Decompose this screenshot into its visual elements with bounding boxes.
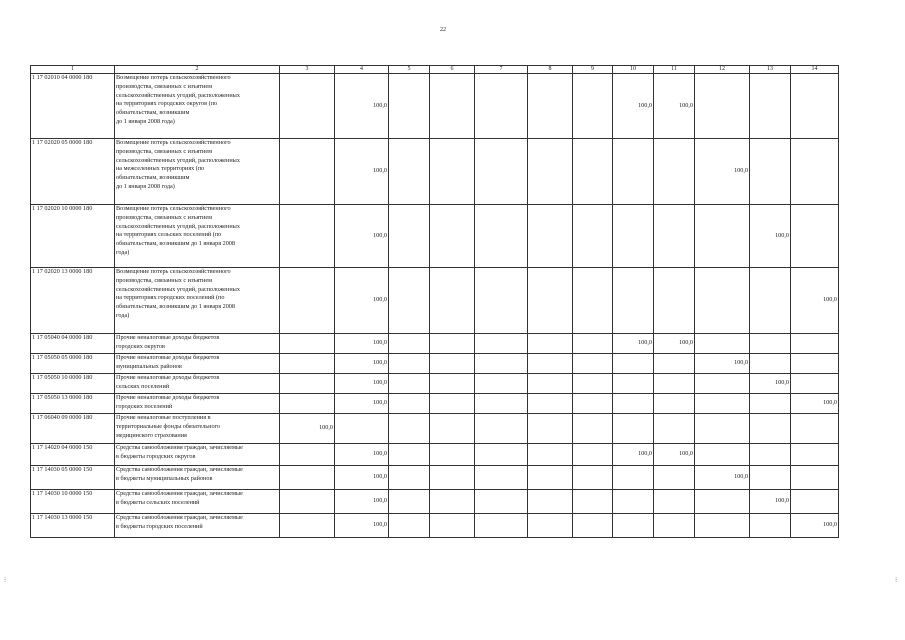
value-cell-col-10: [613, 394, 654, 414]
value-cell-col-3: [280, 139, 335, 205]
value-cell-col-11: [654, 490, 695, 514]
value-cell-col-9: [573, 268, 613, 334]
column-header-2: 2: [115, 66, 280, 74]
revenue-description-cell: Средства самообложения граждан, зачисляемые в бюджеты городских округов: [115, 444, 280, 466]
value-cell-col-9: [573, 414, 613, 444]
column-header-11: 11: [654, 66, 695, 74]
value-cell-col-13: 100,0: [750, 205, 791, 268]
value-cell-col-11: [654, 466, 695, 490]
value-cell-col-7: [475, 268, 528, 334]
revenue-code-cell: 1 17 02010 04 0000 180: [31, 74, 115, 139]
value-cell-col-4: 100,0: [335, 139, 389, 205]
value-cell-col-8: [528, 334, 573, 354]
revenue-description-cell: Средства самообложения граждан, зачисляемые в бюджеты сельских поселений: [115, 490, 280, 514]
value-cell-col-3: [280, 444, 335, 466]
value-cell-col-8: [528, 394, 573, 414]
table-header: [31, 66, 839, 74]
value-cell-col-5: [389, 444, 430, 466]
revenue-description-cell: Возмещение потерь сельскохозяйственного производства, связанных с изъятием сельскохозяйственных угодий, расположенных на территориях сельских поселений (по обязательствам, возникшим до 1 января 2008 года): [115, 205, 280, 268]
value-cell-col-14: [791, 334, 839, 354]
table-row: [31, 490, 839, 514]
value-cell-col-6: [430, 74, 475, 139]
value-cell-col-6: [430, 205, 475, 268]
value-cell-col-8: [528, 514, 573, 538]
value-cell-col-9: [573, 444, 613, 466]
value-cell-col-14: [791, 139, 839, 205]
revenue-description-cell: Прочие неналоговые доходы бюджетов сельских поселений: [115, 374, 280, 394]
value-cell-col-13: [750, 444, 791, 466]
table-row: [31, 466, 839, 490]
value-cell-col-12: [695, 490, 750, 514]
table-row: [31, 205, 839, 268]
value-cell-col-13: [750, 466, 791, 490]
value-cell-col-13: [750, 268, 791, 334]
value-cell-col-6: [430, 414, 475, 444]
value-cell-col-12: 100,0: [695, 466, 750, 490]
value-cell-col-3: [280, 490, 335, 514]
value-cell-col-4: 100,0: [335, 394, 389, 414]
table-row: [31, 394, 839, 414]
value-cell-col-14: [791, 490, 839, 514]
value-cell-col-7: [475, 205, 528, 268]
value-cell-col-10: [613, 414, 654, 444]
value-cell-col-10: [613, 514, 654, 538]
value-cell-col-3: [280, 205, 335, 268]
value-cell-col-6: [430, 268, 475, 334]
value-cell-col-5: [389, 74, 430, 139]
value-cell-col-6: [430, 334, 475, 354]
page-number: 22: [440, 27, 446, 33]
value-cell-col-10: [613, 268, 654, 334]
value-cell-col-13: [750, 334, 791, 354]
value-cell-col-6: [430, 444, 475, 466]
value-cell-col-11: [654, 394, 695, 414]
revenue-code-cell: 1 17 02020 13 0000 180: [31, 268, 115, 334]
revenue-code-cell: 1 17 14030 10 0000 150: [31, 490, 115, 514]
table-body: [31, 74, 839, 538]
value-cell-col-8: [528, 354, 573, 374]
table-row: [31, 268, 839, 334]
value-cell-col-14: [791, 414, 839, 444]
value-cell-col-13: [750, 74, 791, 139]
value-cell-col-14: [791, 354, 839, 374]
column-header-4: 4: [335, 66, 389, 74]
revenue-code-cell: 1 17 05050 05 0000 180: [31, 354, 115, 374]
revenue-code-cell: 1 17 14020 04 0000 150: [31, 444, 115, 466]
value-cell-col-6: [430, 139, 475, 205]
revenue-description-cell: Прочие неналоговые доходы бюджетов муниципальных районов: [115, 354, 280, 374]
revenue-description-cell: Прочие неналоговые доходы бюджетов городских округов: [115, 334, 280, 354]
column-header-1: 1: [31, 66, 115, 74]
value-cell-col-3: 100,0: [280, 414, 335, 444]
value-cell-col-7: [475, 414, 528, 444]
value-cell-col-13: 100,0: [750, 490, 791, 514]
value-cell-col-8: [528, 268, 573, 334]
value-cell-col-4: 100,0: [335, 466, 389, 490]
value-cell-col-6: [430, 374, 475, 394]
revenue-description-cell: Возмещение потерь сельскохозяйственного производства, связанных с изъятием сельскохозяйственных угодий, расположенных на территориях городских округов (по обязательствам, возникшим до 1 января 2008 года): [115, 74, 280, 139]
value-cell-col-9: [573, 74, 613, 139]
value-cell-col-7: [475, 354, 528, 374]
revenue-code-cell: 1 17 02020 05 0000 180: [31, 139, 115, 205]
value-cell-col-6: [430, 490, 475, 514]
revenue-description-cell: Средства самообложения граждан, зачисляемые в бюджеты городских поселений: [115, 514, 280, 538]
value-cell-col-10: 100,0: [613, 334, 654, 354]
value-cell-col-7: [475, 444, 528, 466]
value-cell-col-9: [573, 466, 613, 490]
value-cell-col-10: [613, 374, 654, 394]
value-cell-col-13: [750, 514, 791, 538]
value-cell-col-4: [335, 414, 389, 444]
value-cell-col-3: [280, 354, 335, 374]
revenue-description-cell: Прочие неналоговые поступления в территориальные фонды обязательного медицинского страхования: [115, 414, 280, 444]
value-cell-col-9: [573, 139, 613, 205]
revenue-description-cell: Прочие неналоговые доходы бюджетов городских поселений: [115, 394, 280, 414]
table-row: [31, 139, 839, 205]
value-cell-col-8: [528, 374, 573, 394]
value-cell-col-10: [613, 205, 654, 268]
value-cell-col-3: [280, 334, 335, 354]
value-cell-col-3: [280, 268, 335, 334]
value-cell-col-3: [280, 466, 335, 490]
value-cell-col-9: [573, 354, 613, 374]
value-cell-col-10: [613, 139, 654, 205]
value-cell-col-5: [389, 394, 430, 414]
value-cell-col-11: 100,0: [654, 444, 695, 466]
value-cell-col-14: [791, 466, 839, 490]
value-cell-col-11: 100,0: [654, 74, 695, 139]
column-header-14: 14: [791, 66, 839, 74]
value-cell-col-10: [613, 466, 654, 490]
table-row: [31, 334, 839, 354]
value-cell-col-8: [528, 205, 573, 268]
value-cell-col-10: 100,0: [613, 74, 654, 139]
value-cell-col-12: [695, 414, 750, 444]
value-cell-col-12: [695, 514, 750, 538]
value-cell-col-8: [528, 466, 573, 490]
value-cell-col-7: [475, 74, 528, 139]
value-cell-col-7: [475, 394, 528, 414]
column-header-13: 13: [750, 66, 791, 74]
value-cell-col-8: [528, 490, 573, 514]
value-cell-col-7: [475, 374, 528, 394]
value-cell-col-13: [750, 354, 791, 374]
value-cell-col-14: [791, 74, 839, 139]
value-cell-col-3: [280, 374, 335, 394]
value-cell-col-12: [695, 444, 750, 466]
value-cell-col-12: 100,0: [695, 139, 750, 205]
column-header-7: 7: [475, 66, 528, 74]
column-header-5: 5: [389, 66, 430, 74]
value-cell-col-5: [389, 334, 430, 354]
value-cell-col-11: [654, 514, 695, 538]
value-cell-col-8: [528, 414, 573, 444]
value-cell-col-4: 100,0: [335, 74, 389, 139]
column-header-6: 6: [430, 66, 475, 74]
revenue-code-cell: 1 17 05050 13 0000 180: [31, 394, 115, 414]
value-cell-col-9: [573, 394, 613, 414]
value-cell-col-10: [613, 354, 654, 374]
value-cell-col-4: 100,0: [335, 490, 389, 514]
revenue-code-cell: 1 17 14030 13 0000 150: [31, 514, 115, 538]
table-row: [31, 444, 839, 466]
revenue-code-cell: 1 17 06040 09 0000 180: [31, 414, 115, 444]
value-cell-col-10: 100,0: [613, 444, 654, 466]
value-cell-col-13: [750, 414, 791, 444]
value-cell-col-4: 100,0: [335, 354, 389, 374]
value-cell-col-7: [475, 490, 528, 514]
value-cell-col-14: 100,0: [791, 514, 839, 538]
value-cell-col-5: [389, 354, 430, 374]
value-cell-col-5: [389, 268, 430, 334]
value-cell-col-9: [573, 374, 613, 394]
value-cell-col-4: 100,0: [335, 268, 389, 334]
revenue-code-cell: 1 17 14030 05 0000 150: [31, 466, 115, 490]
value-cell-col-7: [475, 514, 528, 538]
scan-mark-right: ⁝: [895, 576, 898, 584]
value-cell-col-6: [430, 394, 475, 414]
value-cell-col-5: [389, 139, 430, 205]
table-row: [31, 414, 839, 444]
value-cell-col-11: [654, 374, 695, 394]
value-cell-col-14: [791, 205, 839, 268]
value-cell-col-5: [389, 205, 430, 268]
value-cell-col-6: [430, 514, 475, 538]
value-cell-col-4: 100,0: [335, 374, 389, 394]
column-header-9: 9: [573, 66, 613, 74]
revenue-code-cell: 1 17 05050 10 0000 180: [31, 374, 115, 394]
revenue-description-cell: Средства самообложения граждан, зачисляемые в бюджеты муниципальных районов: [115, 466, 280, 490]
table-row: [31, 374, 839, 394]
value-cell-col-12: [695, 334, 750, 354]
value-cell-col-11: [654, 139, 695, 205]
value-cell-col-14: [791, 444, 839, 466]
value-cell-col-14: [791, 374, 839, 394]
table-row: [31, 74, 839, 139]
column-header-3: 3: [280, 66, 335, 74]
value-cell-col-4: 100,0: [335, 205, 389, 268]
value-cell-col-9: [573, 490, 613, 514]
value-cell-col-12: [695, 205, 750, 268]
value-cell-col-14: 100,0: [791, 394, 839, 414]
revenue-description-cell: Возмещение потерь сельскохозяйственного производства, связанных с изъятием сельскохозяйственных угодий, расположенных на территориях городских поселений (по обязательствам, возникшим до 1 января 2008 года): [115, 268, 280, 334]
value-cell-col-11: [654, 414, 695, 444]
value-cell-col-12: [695, 268, 750, 334]
value-cell-col-12: 100,0: [695, 354, 750, 374]
value-cell-col-4: 100,0: [335, 514, 389, 538]
value-cell-col-12: [695, 374, 750, 394]
revenue-code-cell: 1 17 05040 04 0000 180: [31, 334, 115, 354]
value-cell-col-12: [695, 74, 750, 139]
column-header-10: 10: [613, 66, 654, 74]
value-cell-col-13: 100,0: [750, 374, 791, 394]
value-cell-col-11: 100,0: [654, 334, 695, 354]
budget-table: [30, 65, 839, 538]
value-cell-col-5: [389, 490, 430, 514]
value-cell-col-12: [695, 394, 750, 414]
value-cell-col-13: [750, 394, 791, 414]
column-header-8: 8: [528, 66, 573, 74]
value-cell-col-11: [654, 354, 695, 374]
value-cell-col-4: 100,0: [335, 334, 389, 354]
value-cell-col-6: [430, 354, 475, 374]
value-cell-col-7: [475, 139, 528, 205]
value-cell-col-6: [430, 466, 475, 490]
value-cell-col-13: [750, 139, 791, 205]
scan-mark-left: ⁝: [4, 576, 7, 584]
value-cell-col-5: [389, 414, 430, 444]
value-cell-col-9: [573, 205, 613, 268]
value-cell-col-11: [654, 268, 695, 334]
value-cell-col-8: [528, 74, 573, 139]
value-cell-col-3: [280, 514, 335, 538]
value-cell-col-9: [573, 334, 613, 354]
value-cell-col-10: [613, 490, 654, 514]
value-cell-col-8: [528, 444, 573, 466]
value-cell-col-8: [528, 139, 573, 205]
value-cell-col-5: [389, 466, 430, 490]
value-cell-col-5: [389, 514, 430, 538]
value-cell-col-3: [280, 394, 335, 414]
revenue-code-cell: 1 17 02020 10 0000 180: [31, 205, 115, 268]
value-cell-col-9: [573, 514, 613, 538]
value-cell-col-7: [475, 466, 528, 490]
table-row: [31, 354, 839, 374]
value-cell-col-14: 100,0: [791, 268, 839, 334]
revenue-description-cell: Возмещение потерь сельскохозяйственного производства, связанных с изъятием сельскохозяйственных угодий, расположенных на межселенных территориях (по обязательствам, возникшим до 1 января 2008 года): [115, 139, 280, 205]
value-cell-col-3: [280, 74, 335, 139]
value-cell-col-7: [475, 334, 528, 354]
value-cell-col-4: 100,0: [335, 444, 389, 466]
value-cell-col-11: [654, 205, 695, 268]
value-cell-col-5: [389, 374, 430, 394]
column-header-12: 12: [695, 66, 750, 74]
table-row: [31, 514, 839, 538]
